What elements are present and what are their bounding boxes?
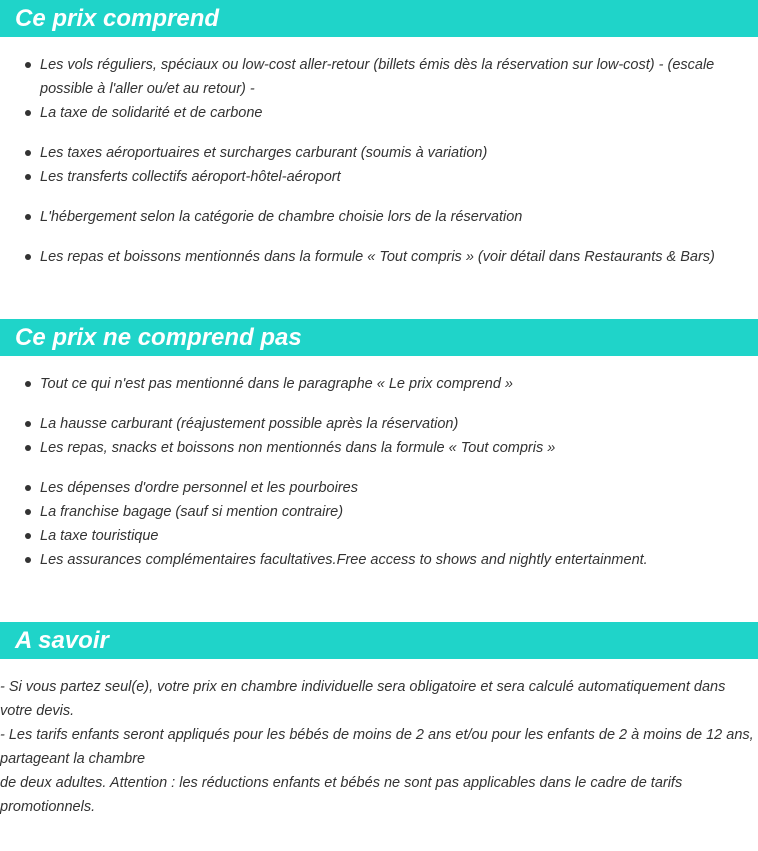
list-item: La taxe de solidarité et de carbone [0, 101, 758, 125]
list-item: L'hébergement selon la catégorie de chambre choisie lors de la réservation [0, 205, 758, 229]
included-list [0, 53, 758, 269]
bullet-icon [25, 445, 31, 451]
excluded-section-title: Ce prix ne comprend pas [15, 324, 302, 351]
list-item: Les transferts collectifs aéroport-hôtel-aéroport [0, 165, 758, 189]
info-line: - Les tarifs enfants seront appliqués pour les bébés de moins de 2 ans et/ou pour les enfants de 2 à moins de 12 ans, partageant la chambre [0, 727, 754, 767]
list-item: La franchise bagage (sauf si mention contraire) [0, 500, 758, 524]
list-item: La hausse carburant (réajustement possible après la réservation) [0, 412, 758, 436]
excluded-section-header [0, 319, 758, 356]
bullet-icon [25, 174, 31, 180]
bullet-icon [25, 421, 31, 427]
list-item: Les dépenses d'ordre personnel et les pourboires [0, 476, 758, 500]
list-item: Tout ce qui n'est pas mentionné dans le paragraphe « Le prix comprend » [0, 372, 758, 396]
included-section-title: Ce prix comprend [15, 5, 220, 32]
included-section-header [0, 0, 758, 37]
excluded-list [0, 372, 758, 572]
bullet-icon [25, 381, 31, 387]
bullet-icon [25, 533, 31, 539]
list-item: Les taxes aéroportuaires et surcharges carburant (soumis à variation) [0, 141, 758, 165]
list-item: Les repas, snacks et boissons non mentionnés dans la formule « Tout compris » [0, 436, 758, 460]
bullet-icon [25, 254, 31, 260]
bullet-icon [25, 150, 31, 156]
info-section-title: A savoir [15, 627, 109, 654]
list-item: Les vols réguliers, spéciaux ou low-cost aller-retour (billets émis dès la réservation sur low-cost) - (escale possible à l'aller ou/et au retour) - [0, 53, 758, 101]
info-line: - Si vous partez seul(e), votre prix en chambre individuelle sera obligatoire et sera calculé automatiquement dans votre devis. [0, 679, 726, 719]
bullet-icon [25, 214, 31, 220]
bullet-icon [25, 557, 31, 563]
list-item: Les repas et boissons mentionnés dans la formule « Tout compris » (voir détail dans Restaurants & Bars) [0, 245, 758, 269]
bullet-icon [25, 509, 31, 515]
info-section-header [0, 622, 758, 659]
bullet-icon [25, 62, 31, 68]
info-text-block [0, 675, 758, 819]
list-item: La taxe touristique [0, 524, 758, 548]
info-line: de deux adultes. Attention : les réductions enfants et bébés ne sont pas applicables dans le cadre de tarifs promotionnels. [0, 775, 683, 815]
bullet-icon [25, 485, 31, 491]
bullet-icon [25, 110, 31, 116]
list-item: Les assurances complémentaires facultatives.Free access to shows and nightly entertainment. [0, 548, 758, 572]
